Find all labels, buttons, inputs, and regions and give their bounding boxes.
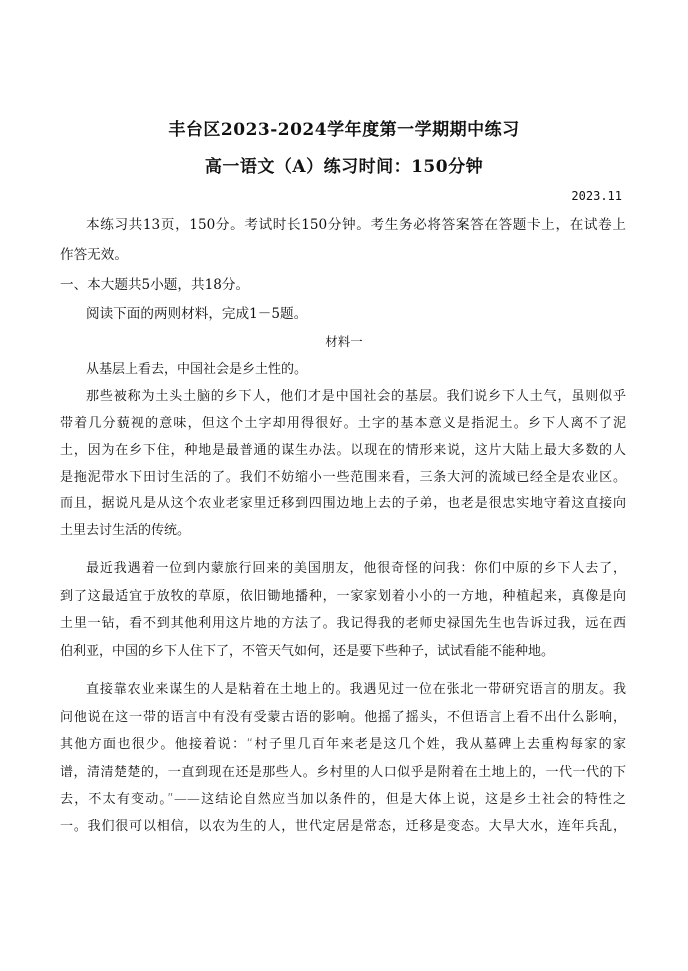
material-line: 直接靠农业来谋生的人是粘着在土地上的。我遇见过一位在张北一带研究语言的朋友。我 [86,682,626,697]
material-line: 问他说在这一带的语言中有没有受蒙古语的影响。他摇了摇头，不但语言上看不出什么影响， [60,710,626,725]
material-line: 去，不太有变动。”——这结论自然应当加以条件的，但是大体上说，这是乡土社会的特性之 [60,792,626,807]
material-line: 是拖泥带水下田讨生活的了。我们不妨缩小一些范围来看，三条大河的流域已经全是农业区。 [60,470,626,485]
exam-date: 2023.11 [571,189,622,203]
material-line: 而且，据说凡是从这个农业老家里迁移到四围边地上去的子弟，也老是很忠实地守着这直接向 [60,496,626,511]
material-heading: 材料一 [325,334,363,349]
material-line: 那些被称为土头土脑的乡下人，他们才是中国社会的基层。我们说乡下人土气，虽则似乎 [86,389,626,404]
reading-instruction: 阅读下面的两则材料，完成1－5题。 [86,306,308,322]
material-line: 伯利亚，中国的乡下人住下了，不管天气如何，还是要下些种子，试试看能不能种地。 [60,644,555,659]
material-line: 带着几分藐视的意味，但这个土字却用得很好。土字的基本意义是指泥土。乡下人离不了泥 [60,416,626,431]
material-line: 土，因为在乡下住，种地是最普通的谋生办法。以现在的情形来说，这片大陆上最大多数的人 [60,443,626,458]
exam-subtitle: 高一语文（A）练习时间：150分钟 [204,157,484,177]
section-heading: 一、本大题共5小题，共18分。 [60,277,250,293]
intro-line-2: 作答无效。 [60,247,128,263]
material-line: 土里一钻，看不到其他利用这片地的方法了。我记得我的老师史禄国先生也告诉过我，远在西 [60,616,626,631]
material-line: 其他方面也很少。他接着说：“村子里几百年来老是这几个姓，我从墓碑上去重构每家的家 [60,737,626,752]
material-line: 最近我遇着一位到内蒙旅行回来的美国朋友，他很奇怪的问我：你们中原的乡下人去了， [86,561,626,576]
intro-line-1: 本练习共13页，150分。考试时长150分钟。考生务必将答案答在答题卡上，在试卷上 [86,217,626,233]
material-line: 土里去讨生活的传统。 [60,523,191,538]
exam-title: 丰台区2023-2024学年度第一学期期中练习 [168,120,520,140]
material-line: 到了这最适宜于放牧的草原，依旧锄地播种，一家家划着小小的一方地，种植起来，真像是向 [60,589,626,604]
material-line: 一。我们很可以相信，以农为生的人，世代定居是常态，迁移是变态。大旱大水，连年兵乱， [60,819,626,834]
material-line: 谱，清清楚楚的，一直到现在还是那些人。乡村里的人口似乎是附着在土地上的，一代一代的下 [60,765,626,780]
material-line: 从基层上看去，中国社会是乡土性的。 [86,362,308,377]
